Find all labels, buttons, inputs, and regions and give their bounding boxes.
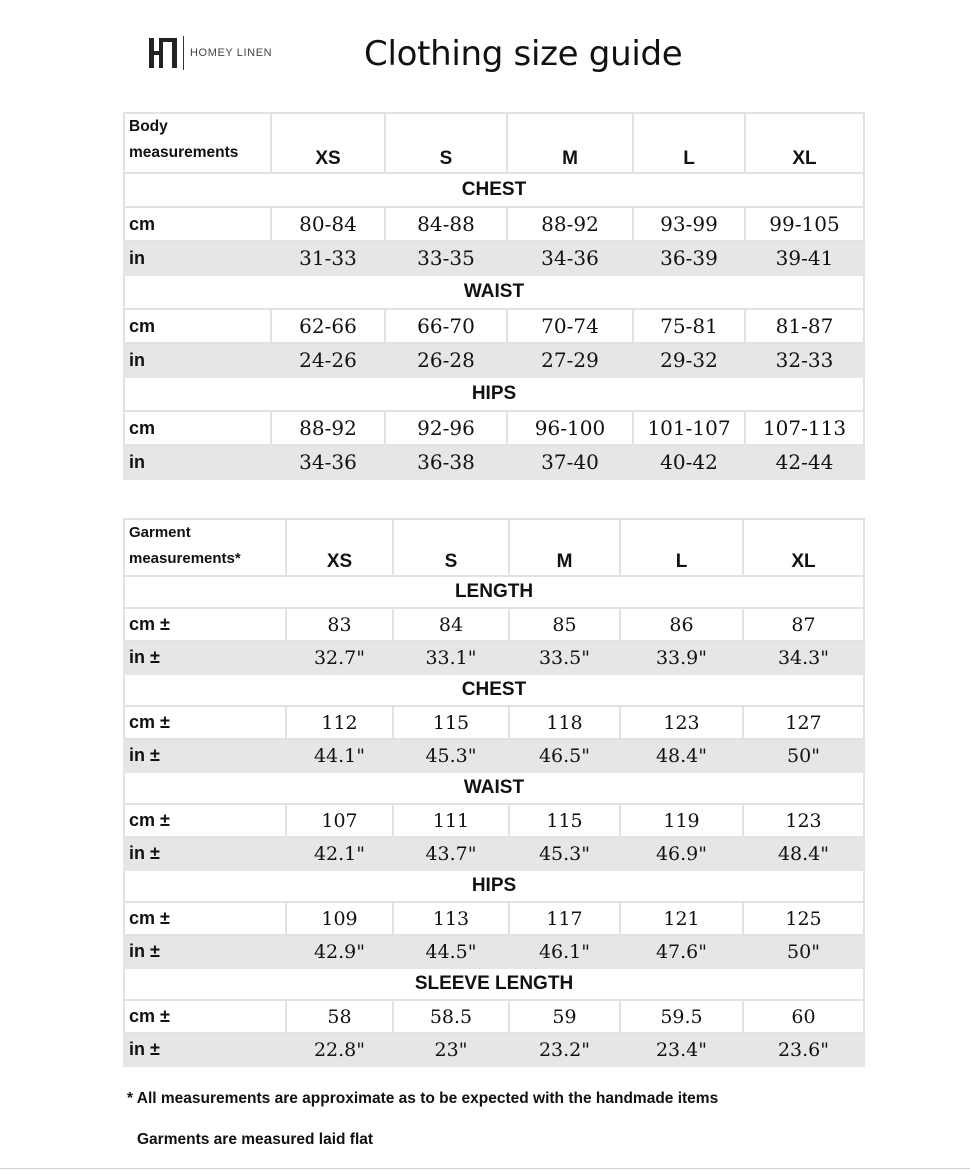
table-row: [124, 1000, 864, 1033]
value-cell: 62-66: [271, 309, 385, 343]
section-title: LENGTH: [124, 576, 864, 608]
value-cell: 83: [286, 608, 393, 641]
table-row: [124, 608, 864, 641]
value-cell: 34-36: [271, 445, 385, 479]
size-header-xl: XL: [745, 113, 864, 173]
value-cell: 23": [393, 1033, 509, 1066]
value-cell: 115: [393, 706, 509, 739]
header-label-line: Garment: [129, 524, 191, 541]
header-label-line: Body: [129, 118, 168, 135]
value-cell: 36-38: [385, 445, 507, 479]
table-row: [124, 343, 864, 377]
value-cell: 70-74: [507, 309, 633, 343]
section-row-hips: [124, 870, 864, 902]
unit-cell: cm ±: [124, 804, 286, 837]
unit-cell: cm: [124, 411, 271, 445]
section-row-chest: [124, 173, 864, 207]
value-cell: 80-84: [271, 207, 385, 241]
unit-cell: cm ±: [124, 706, 286, 739]
section-row-sleeve-length: [124, 968, 864, 1000]
section-row-hips: [124, 377, 864, 411]
value-cell: 125: [743, 902, 864, 935]
header-label-line: measurements*: [129, 550, 241, 567]
value-cell: 87: [743, 608, 864, 641]
value-cell: 26-28: [385, 343, 507, 377]
value-cell: 109: [286, 902, 393, 935]
value-cell: 33.5": [509, 641, 620, 674]
table-row: [124, 641, 864, 674]
value-cell: 42-44: [745, 445, 864, 479]
header-row: [124, 113, 864, 173]
value-cell: 46.5": [509, 739, 620, 772]
table-row: [124, 411, 864, 445]
value-cell: 107: [286, 804, 393, 837]
table-row: [124, 706, 864, 739]
unit-cell: in ±: [124, 739, 286, 772]
value-cell: 39-41: [745, 241, 864, 275]
value-cell: 31-33: [271, 241, 385, 275]
value-cell: 107-113: [745, 411, 864, 445]
page-divider: [0, 1168, 970, 1169]
unit-cell: in ±: [124, 641, 286, 674]
hl-monogram-icon: [148, 36, 178, 70]
unit-cell: cm: [124, 309, 271, 343]
section-title: WAIST: [124, 275, 864, 309]
value-cell: 44.5": [393, 935, 509, 968]
size-header-xs: XS: [271, 113, 385, 173]
value-cell: 112: [286, 706, 393, 739]
size-header-m: M: [509, 519, 620, 576]
value-cell: 42.1": [286, 837, 393, 870]
size-header-xl: XL: [743, 519, 864, 576]
logo-divider: [183, 36, 184, 70]
unit-cell: in ±: [124, 935, 286, 968]
value-cell: 24-26: [271, 343, 385, 377]
table-row: [124, 902, 864, 935]
value-cell: 119: [620, 804, 743, 837]
value-cell: 50": [743, 935, 864, 968]
unit-cell: cm ±: [124, 608, 286, 641]
size-header-s: S: [385, 113, 507, 173]
table-row: [124, 1033, 864, 1066]
section-title: HIPS: [124, 377, 864, 411]
value-cell: 84: [393, 608, 509, 641]
value-cell: 46.9": [620, 837, 743, 870]
unit-cell: in: [124, 445, 271, 479]
value-cell: 33.9": [620, 641, 743, 674]
value-cell: 75-81: [633, 309, 745, 343]
table-row: [124, 445, 864, 479]
section-title: HIPS: [124, 870, 864, 902]
table-row: [124, 207, 864, 241]
value-cell: 121: [620, 902, 743, 935]
unit-cell: cm: [124, 207, 271, 241]
header-label-cell: [124, 113, 271, 173]
value-cell: 123: [620, 706, 743, 739]
value-cell: 93-99: [633, 207, 745, 241]
table-row: [124, 309, 864, 343]
table-row: [124, 739, 864, 772]
table-row: [124, 837, 864, 870]
value-cell: 88-92: [271, 411, 385, 445]
value-cell: 45.3": [393, 739, 509, 772]
value-cell: 86: [620, 608, 743, 641]
value-cell: 22.8": [286, 1033, 393, 1066]
garment-measurements-table: [123, 518, 865, 1067]
value-cell: 36-39: [633, 241, 745, 275]
section-title: CHEST: [124, 674, 864, 706]
section-title: WAIST: [124, 772, 864, 804]
value-cell: 46.1": [509, 935, 620, 968]
laid-flat-note: Garments are measured laid flat: [137, 1131, 374, 1148]
unit-cell: in ±: [124, 837, 286, 870]
value-cell: 59.5: [620, 1000, 743, 1033]
value-cell: 101-107: [633, 411, 745, 445]
size-header-m: M: [507, 113, 633, 173]
value-cell: 96-100: [507, 411, 633, 445]
value-cell: 47.6": [620, 935, 743, 968]
unit-cell: in: [124, 343, 271, 377]
size-header-l: L: [633, 113, 745, 173]
value-cell: 23.6": [743, 1033, 864, 1066]
body-measurements-table: [123, 112, 865, 480]
value-cell: 32-33: [745, 343, 864, 377]
value-cell: 48.4": [743, 837, 864, 870]
section-row-length: [124, 576, 864, 608]
size-header-l: L: [620, 519, 743, 576]
value-cell: 58: [286, 1000, 393, 1033]
value-cell: 33.1": [393, 641, 509, 674]
size-header-s: S: [393, 519, 509, 576]
value-cell: 27-29: [507, 343, 633, 377]
value-cell: 85: [509, 608, 620, 641]
section-title: SLEEVE LENGTH: [124, 968, 864, 1000]
unit-cell: cm ±: [124, 902, 286, 935]
value-cell: 44.1": [286, 739, 393, 772]
header-row: [124, 519, 864, 576]
value-cell: 84-88: [385, 207, 507, 241]
value-cell: 23.2": [509, 1033, 620, 1066]
value-cell: 23.4": [620, 1033, 743, 1066]
value-cell: 45.3": [509, 837, 620, 870]
value-cell: 50": [743, 739, 864, 772]
value-cell: 123: [743, 804, 864, 837]
page-title: Clothing size guide: [364, 34, 683, 74]
value-cell: 127: [743, 706, 864, 739]
section-row-waist: [124, 275, 864, 309]
value-cell: 60: [743, 1000, 864, 1033]
value-cell: 113: [393, 902, 509, 935]
value-cell: 92-96: [385, 411, 507, 445]
value-cell: 115: [509, 804, 620, 837]
value-cell: 81-87: [745, 309, 864, 343]
value-cell: 58.5: [393, 1000, 509, 1033]
value-cell: 99-105: [745, 207, 864, 241]
value-cell: 37-40: [507, 445, 633, 479]
value-cell: 42.9": [286, 935, 393, 968]
brand-logo: [148, 36, 272, 70]
value-cell: 34.3": [743, 641, 864, 674]
unit-cell: in ±: [124, 1033, 286, 1066]
table-row: [124, 804, 864, 837]
value-cell: 117: [509, 902, 620, 935]
value-cell: 66-70: [385, 309, 507, 343]
value-cell: 111: [393, 804, 509, 837]
value-cell: 88-92: [507, 207, 633, 241]
brand-name: HOMEY LINEN: [190, 47, 273, 59]
header-label-cell: [124, 519, 286, 576]
value-cell: 48.4": [620, 739, 743, 772]
unit-cell: in: [124, 241, 271, 275]
table-row: [124, 241, 864, 275]
unit-cell: cm ±: [124, 1000, 286, 1033]
value-cell: 33-35: [385, 241, 507, 275]
approximate-note: * All measurements are approximate as to be expected with the handmade items: [127, 1090, 719, 1107]
section-row-waist: [124, 772, 864, 804]
value-cell: 118: [509, 706, 620, 739]
section-row-chest: [124, 674, 864, 706]
value-cell: 34-36: [507, 241, 633, 275]
header-label-line: measurements: [129, 144, 239, 161]
table-row: [124, 935, 864, 968]
size-header-xs: XS: [286, 519, 393, 576]
section-title: CHEST: [124, 173, 864, 207]
value-cell: 29-32: [633, 343, 745, 377]
value-cell: 43.7": [393, 837, 509, 870]
value-cell: 40-42: [633, 445, 745, 479]
value-cell: 59: [509, 1000, 620, 1033]
value-cell: 32.7": [286, 641, 393, 674]
